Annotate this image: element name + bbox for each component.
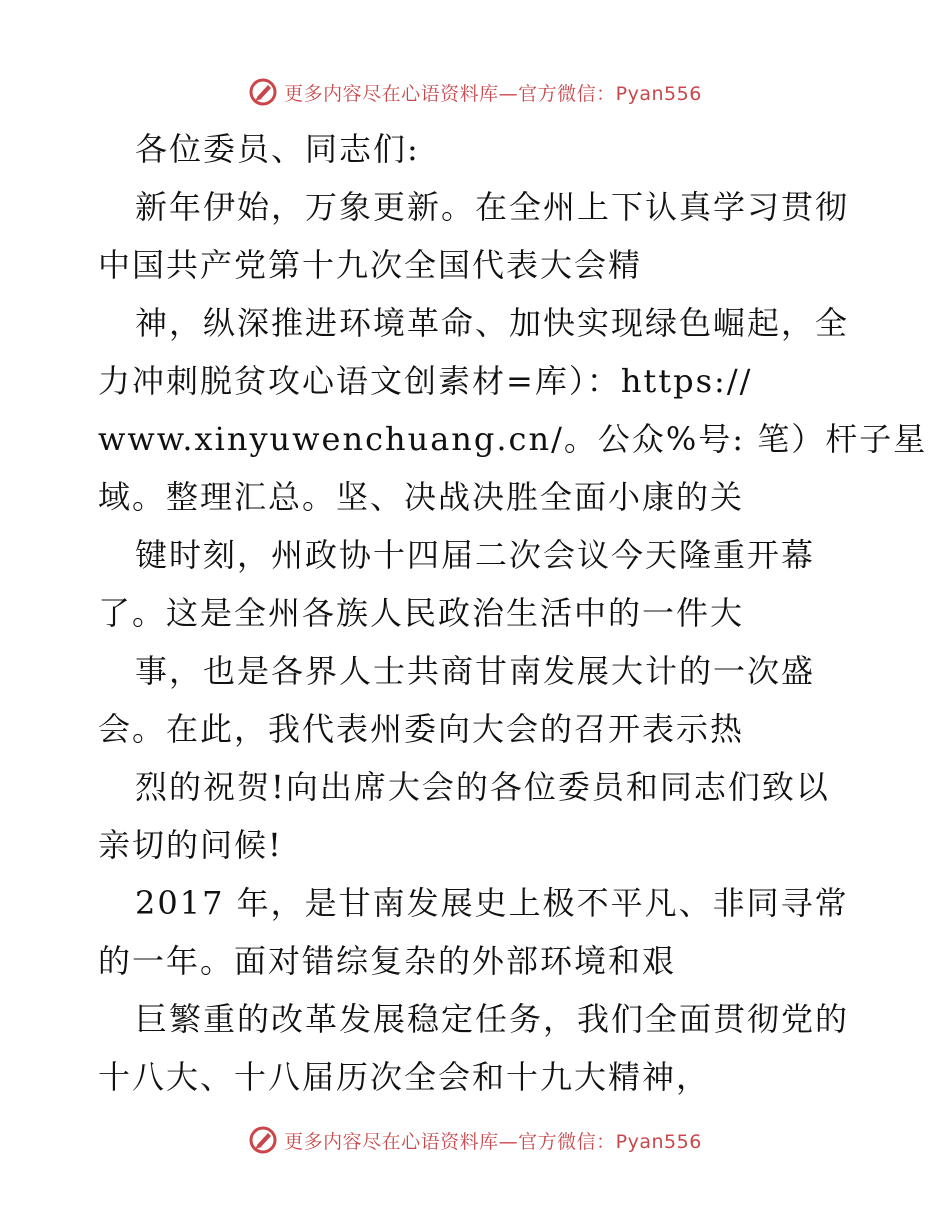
text-line: 力冲刺脱贫攻心语文创素材=库）：https://: [98, 362, 753, 400]
text-line: 亲切的问候!: [98, 826, 283, 864]
text-line: 的一年。面对错综复杂的外部环境和艰: [98, 942, 677, 980]
xinyu-logo-icon: [248, 1125, 278, 1155]
footer-banner: [0, 1120, 950, 1160]
text-line: 域。整理汇总。坚、决战决胜全面小康的关: [98, 478, 745, 516]
text-line: 烈的祝贺!向出席大会的各位委员和同志们致以: [135, 768, 830, 806]
header-banner: [0, 72, 950, 112]
text-line: 十八大、十八届历次全会和十九大精神，: [98, 1058, 711, 1096]
footer-banner-text: 更多内容尽在心语资料库—官方微信：Pyan556: [284, 1130, 702, 1153]
text-line: 神，纵深推进环境革命、加快实现绿色崛起，全: [135, 304, 850, 342]
text-line: 键时刻，州政协十四届二次会议今天隆重开幕: [135, 536, 816, 574]
text-line: 会。在此，我代表州委向大会的召开表示热: [98, 710, 745, 748]
xinyu-logo-icon: [248, 77, 278, 107]
text-line: 事，也是各界人士共商甘南发展大计的一次盛: [135, 652, 816, 690]
text-line: www.xinyuwenchuang.cn/。公众%号: 笔）杆子星: [98, 420, 928, 458]
text-line: 各位委员、同志们:: [135, 130, 420, 168]
text-line: 了。这是全州各族人民政治生活中的一件大: [98, 594, 745, 632]
header-banner-text: 更多内容尽在心语资料库—官方微信：Pyan556: [284, 82, 702, 105]
text-line: 巨繁重的改革发展稳定任务，我们全面贯彻党的: [135, 1000, 850, 1038]
text-line: 2017 年，是甘南发展史上极不平凡、非同寻常: [135, 884, 849, 922]
document-body: [98, 120, 928, 1106]
text-line: 新年伊始，万象更新。在全州上下认真学习贯彻: [135, 188, 850, 226]
text-line: 中国共产党第十九次全国代表大会精: [98, 246, 643, 284]
